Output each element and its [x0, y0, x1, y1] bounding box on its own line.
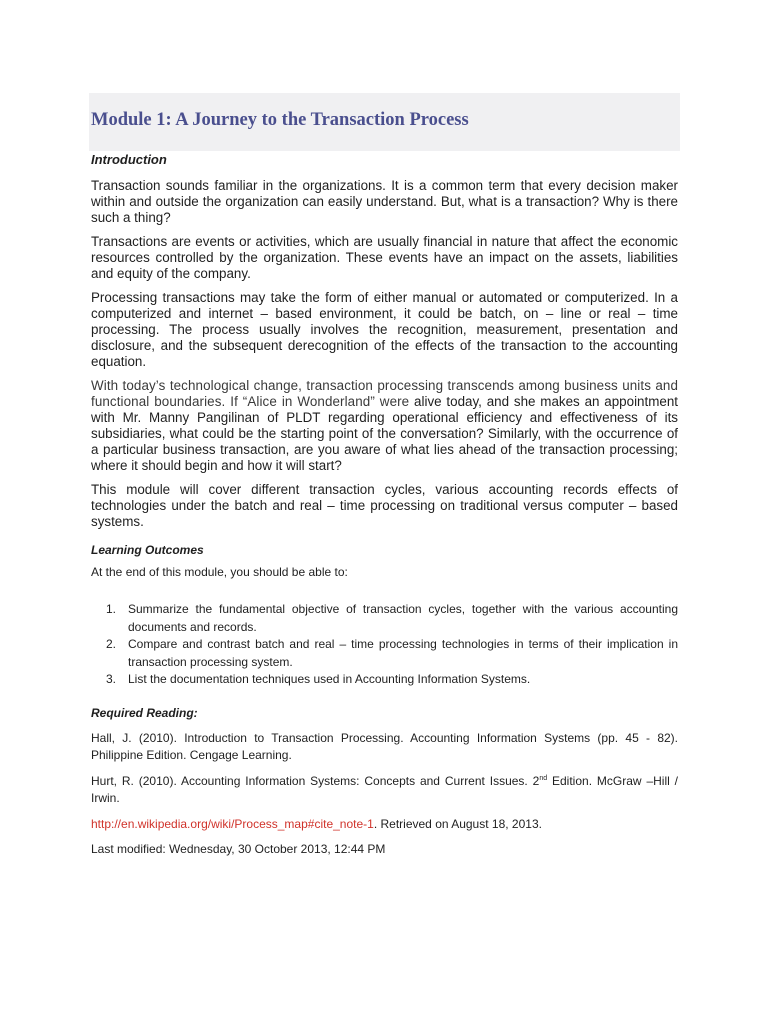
intro-paragraph-5: This module will cover different transaction cycles, various accounting records effects of technologies under the batch and real – time processing on traditional versus computer – based systems. — [91, 482, 678, 529]
learning-outcomes-heading: Learning Outcomes — [91, 543, 204, 557]
page-title: Module 1: A Journey to the Transaction Process — [91, 110, 469, 130]
intro-paragraph-3: Processing transactions may take the form of either manual or automated or computerized. In a computerized and internet – based environment, it could be batch, on – line or real – time processing. The process usually involves the recognition, measurement, presentation and disclosure, and the subsequent derecognition of the effects of the transaction to the accounting equation. — [91, 290, 678, 369]
reference-link-line — [91, 816, 678, 833]
required-reading-heading: Required Reading: — [91, 705, 198, 720]
intro-paragraph-1: Transaction sounds familiar in the organizations. It is a common term that every decision maker within and outside the organization can easily understand. But, what is a transaction? Why is there such a thing? — [91, 178, 678, 225]
list-item-text: Summarize the fundamental objective of transaction cycles, together with the various accounting documents and records. — [128, 602, 678, 634]
intro-paragraph-2: Transactions are events or activities, which are usually financial in nature that affect the economic resources controlled by the organization. These events have an impact on the assets, liabilities and equity of the company. — [91, 234, 678, 281]
last-modified: Last modified: Wednesday, 30 October 2013, 12:44 PM — [91, 841, 386, 856]
list-item — [91, 601, 678, 636]
list-item — [91, 671, 678, 689]
wikipedia-link[interactable]: http://en.wikipedia.org/wiki/Process_map#cite_note-1 — [91, 816, 374, 831]
reference-hurt-part1: Hurt, R. (2010). Accounting Information Systems: Concepts and Current Issues. 2 — [91, 773, 540, 788]
reference-hall: Hall, J. (2010). Introduction to Transaction Processing. Accounting Information Systems (pp. 45 - 82). Philippine Edition. Cengage Learning. — [91, 730, 678, 762]
list-item-text: List the documentation techniques used in Accounting Information Systems. — [128, 672, 531, 686]
intro-paragraph-4 — [91, 378, 678, 474]
reference-hurt — [91, 773, 678, 807]
reference-link-suffix: . Retrieved on August 18, 2013. — [373, 816, 542, 831]
list-item-number: 3. — [106, 672, 117, 686]
learning-outcomes-lead: At the end of this module, you should be able to: — [91, 565, 348, 579]
reference-hurt-part2: Edition. McGraw –Hill / Irwin. — [91, 773, 679, 805]
list-item — [91, 636, 678, 671]
intro-paragraph-4-part1: With today’s technological change, transaction processing transcends among business units and functional boundaries. If “Alice in Wonderland” were — [91, 378, 678, 409]
introduction-heading: Introduction — [91, 152, 167, 167]
list-item-text: Compare and contrast batch and real – time processing technologies in terms of their implication in transaction processing system. — [128, 637, 678, 669]
intro-paragraph-4-part2: alive today, and she makes an appointment with Mr. Manny Pangilinan of PLDT regarding operational efficiency and effectiveness of its subsidiaries, what could be the starting point of the conversation? Similarly, with the occurrence of a particular business transaction, are you aware of what lies ahead of the transaction processing; where it should begin and how it will start? — [91, 394, 678, 473]
document-body — [91, 150, 678, 858]
list-item-number: 1. — [106, 602, 117, 616]
learning-outcomes-list — [91, 601, 678, 689]
list-item-number: 2. — [106, 637, 117, 651]
reference-hurt-superscript: nd — [539, 774, 548, 782]
